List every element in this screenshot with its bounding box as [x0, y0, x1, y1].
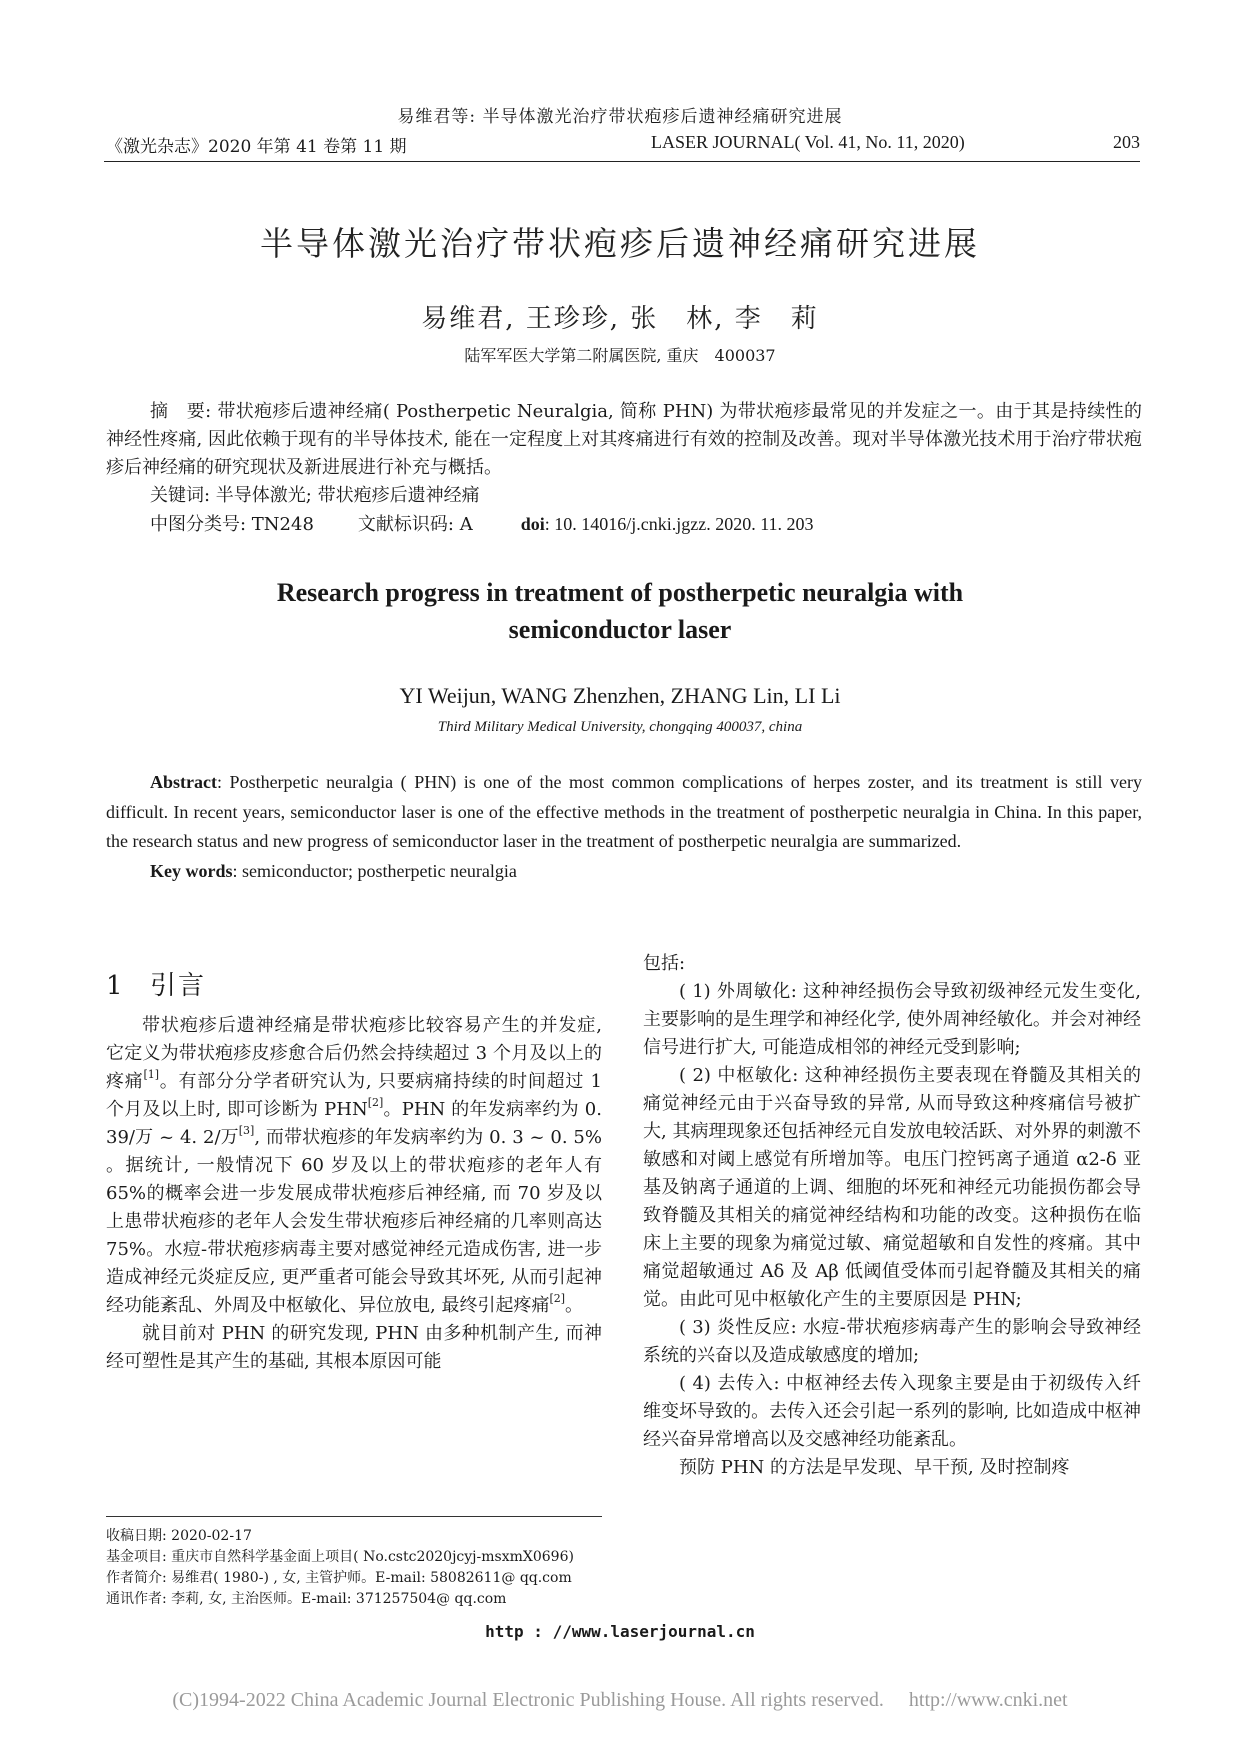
authors-cn: 易维君, 王珍珍, 张 林, 李 莉: [421, 304, 819, 334]
text-run: 带状疱疹后遗神经痛是带状疱疹比较容易产生的并发症, 它定义为带状疱疹皮疹愈合后仍然会持续超过 3 个月及以上的疼痛: [106, 1015, 602, 1092]
keywords-en: [106, 857, 1142, 887]
mechanism-peripheral: ( 1) 外周敏化: 这种神经损伤会导致初级神经元发生变化, 主要影响的是生理学和神经化学, 使外周神经敏化。并会对神经信号进行扩大, 可能造成相邻的神经元受到影响;: [643, 981, 1141, 1058]
text-run: , 而带状疱疹的年发病率约为 0. 3 ~ 0. 5% 。据统计, 一般情况下 60 岁及以上的带状疱疹的老年人有 65%的概率会进一步发展成带状疱疹后神经痛, 而 70 岁及以上患带状疱疹的老年人会发生带状疱疹后神经痛的几率则高达 75%。水痘-带状疱疹病毒主要对感觉神经元造成伤害, 进一步造成神经元炎症反应, 更严重者可能会导致其坏死, 从而引起神经功能紊乱、外周及中枢敏化、异位放电, 最终引起疼痛: [106, 1127, 602, 1316]
doccode-value: A: [454, 514, 473, 535]
section-heading-1: [106, 965, 206, 1002]
journal-name-cn: 《激光杂志》2020 年第 41 卷第 11 期: [106, 137, 407, 157]
text-run: 。有部分分学者研究认为, 只要病痛持续的时间超过 1 个月及以上时, 即可诊断为 PHN: [106, 1071, 602, 1120]
text-run: 。PHN 的年发病率约为 0. 39/万 ~ 4. 2/万: [106, 1099, 602, 1148]
right-paragraph-0: 包括:: [643, 953, 686, 974]
footnote-received: 收稿日期: 2020-02-17: [106, 1528, 252, 1544]
left-column: [106, 1012, 602, 1376]
class-value: TN248: [246, 514, 314, 535]
abstract-en-label: Abstract: [150, 772, 217, 792]
abstract-cn: [106, 398, 1142, 539]
page-number: 203: [1113, 132, 1140, 152]
footnote-fund: 基金项目: 重庆市自然科学基金面上项目( No.cstc2020jcyj-msxmX0696): [106, 1549, 574, 1565]
keywords-cn-label: 关键词:: [150, 485, 211, 506]
footnote-author: 作者简介: 易维君( 1980-) , 女, 主管护师。E-mail: 58082611@ qq.com: [106, 1570, 572, 1586]
right-column: [643, 950, 1141, 1482]
class-label: 中图分类号:: [150, 514, 247, 535]
header-rule: [104, 161, 1140, 162]
mechanism-deafferentation: ( 4) 去传入: 中枢神经去传入现象主要是由于初级传入纤维变坏导致的。去传入还会引起一系列的影响, 比如造成中枢神经兴奋异常增高以及交感神经功能紊乱。: [643, 1373, 1141, 1450]
footnote-corresponding: 通讯作者: 李莉, 女, 主治医师。E-mail: 371257504@ qq.com: [106, 1591, 507, 1607]
doi-label: doi: [520, 514, 545, 534]
citation-ref[interactable]: [1]: [143, 1068, 160, 1081]
keywords-cn-text: 半导体激光; 带状疱疹后遗神经痛: [210, 485, 480, 506]
abstract-en-text: : Postherpetic neuralgia ( PHN) is one of the most common complications of herpes zoster, and its treatment is still very difficult. In recent years, semiconductor laser is one of the effective methods in the treatment of postherpetic neuralgia in China. In this paper, the research status and new progress of semiconductor laser in the treatment of postherpetic neuralgia are summarized.: [106, 772, 1142, 851]
journal-header: [106, 132, 1140, 156]
footnotes: [106, 1526, 616, 1610]
title-en-line2: semiconductor laser: [508, 615, 732, 644]
doccode-label: 文献标识码:: [357, 514, 454, 535]
intro-paragraph-1: [106, 1012, 602, 1320]
abstract-en: [106, 768, 1142, 886]
authors-en: YI Weijun, WANG Zhenzhen, ZHANG Lin, LI Li: [399, 683, 841, 708]
article-title-en: [0, 574, 1240, 648]
intro-paragraph-2: 就目前对 PHN 的研究发现, PHN 由多种机制产生, 而神经可塑性是其产生的基础, 其根本原因可能: [106, 1323, 602, 1372]
footer-url[interactable]: http : //www.laserjournal.cn: [485, 1622, 755, 1641]
citation-ref[interactable]: [3]: [238, 1124, 255, 1137]
keywords-cn: [106, 482, 1142, 510]
text-run: 。: [565, 1295, 584, 1316]
running-title: 易维君等: 半导体激光治疗带状疱疹后遗神经痛研究进展: [397, 107, 843, 127]
prevention-paragraph: 预防 PHN 的方法是早发现、早干预, 及时控制疼: [679, 1457, 1070, 1478]
abstract-cn-label: 摘 要:: [150, 401, 212, 422]
article-title-cn: 半导体激光治疗带状疱疹后遗神经痛研究进展: [260, 224, 980, 263]
doi-value: : 10. 14016/j.cnki.jgzz. 2020. 11. 203: [544, 514, 814, 534]
classification-line: [106, 510, 1142, 539]
section-title: 引言: [150, 971, 207, 1001]
copyright-line: (C)1994-2022 China Academic Journal Electronic Publishing House. All rights reserved. http://www.cnki.net: [172, 1689, 1068, 1711]
abstract-cn-body: [106, 398, 1142, 482]
keywords-en-text: : semiconductor; postherpetic neuralgia: [232, 860, 517, 881]
abstract-cn-text: 带状疱疹后遗神经痛( Postherpetic Neuralgia, 简称 PHN) 为带状疱疹最常见的并发症之一。由于其是持续性的神经性疼痛, 因此依赖于现有的半导体技术, 能在一定程度上对其疼痛进行有效的控制及改善。现对半导体激光技术用于治疗带状疱疹后神经痛的研究现状及新进展进行补充与概括。: [106, 401, 1142, 478]
title-en-line1: Research progress in treatment of postherpetic neuralgia with: [276, 578, 964, 607]
section-number: 1: [106, 971, 125, 1001]
affiliation-en: Third Military Medical University, chongqing 400037, china: [437, 719, 803, 735]
keywords-en-label: Key words: [150, 860, 233, 881]
mechanism-central: ( 2) 中枢敏化: 这种神经损伤主要表现在脊髓及其相关的痛觉神经元由于兴奋导致的异常, 从而导致这种疼痛信号被扩大, 其病理现象还包括神经元自发放电较活跃、对外界的刺激不敏感和对阈上感觉有所增加等。电压门控钙离子通道 α2-δ 亚基及钠离子通道的上调、细胞的坏死和神经元功能损伤都会导致脊髓及其相关的痛觉神经结构和功能的改变。这种损伤在临床上主要的现象为痛觉过敏、痛觉超敏和自发性的疼痛。其中痛觉超敏通过 Aδ 及 Aβ 低阈值受体而引起脊髓及其相关的痛觉。由此可见中枢敏化产生的主要原因是 PHN;: [643, 1065, 1141, 1310]
citation-ref[interactable]: [2]: [549, 1292, 566, 1305]
affiliation-cn: 陆军军医大学第二附属医院, 重庆 400037: [464, 346, 776, 365]
mechanism-inflammation: ( 3) 炎性反应: 水痘-带状疱疹病毒产生的影响会导致神经系统的兴奋以及造成敏感度的增加;: [643, 1317, 1141, 1366]
footnote-rule: [106, 1516, 602, 1517]
journal-name-en: LASER JOURNAL( Vol. 41, No. 11, 2020): [651, 132, 965, 152]
citation-ref[interactable]: [2]: [367, 1096, 384, 1109]
abstract-en-body: [106, 768, 1142, 857]
